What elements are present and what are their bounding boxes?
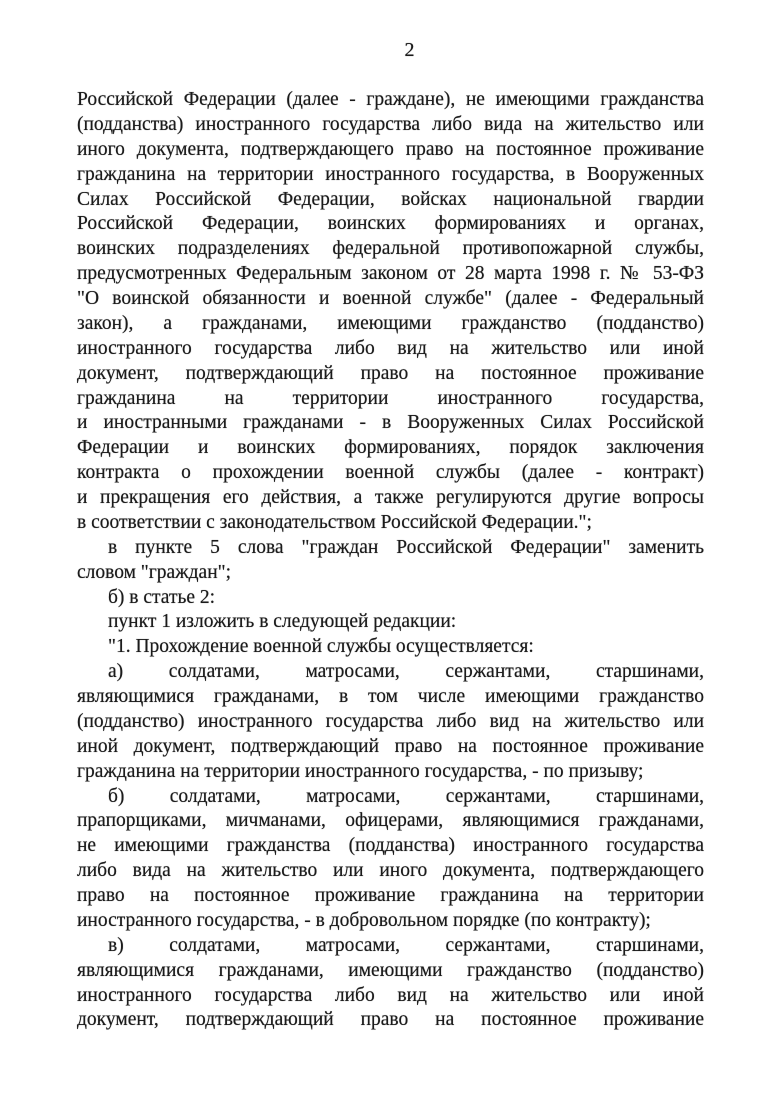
text-line: и прекращения его действия, а также регулируются другие вопросы xyxy=(77,487,704,508)
text-line: (подданство) иностранного государства либо вид на жительство или xyxy=(77,710,704,732)
page-number: 2 xyxy=(404,39,415,61)
text-line: "1. Прохождение военной службы осуществляется: xyxy=(108,636,534,658)
text-line: и иностранными гражданами - в Вооруженных Силах Российской xyxy=(77,412,704,434)
text-line: являющимися гражданами, в том числе имеющими гражданство xyxy=(77,686,704,707)
text-line: прапорщиками, мичманами, офицерами, являющимися гражданами, xyxy=(77,810,704,832)
text-line: пункт 1 изложить в следующей редакции: xyxy=(108,611,457,633)
text-line: б) солдатами, матросами, сержантами, старшинами, xyxy=(108,785,704,807)
text-line: гражданина на территории иностранного государства, xyxy=(77,387,704,409)
text-line: иностранного государства, - в добровольном порядке (по контракту); xyxy=(77,909,651,931)
text-line: (подданства) иностранного государства либо вида на жительство или xyxy=(77,113,704,135)
text-line: "О воинской обязанности и военной службе" (далее - Федеральный xyxy=(77,288,704,309)
text-line: не имеющими гражданства (подданства) иностранного государства xyxy=(77,835,704,857)
text-line: а) солдатами, матросами, сержантами, старшинами, xyxy=(108,661,704,683)
text-line: иностранного государства либо вид на жительство или иной xyxy=(77,984,704,1006)
text-line: иностранного государства либо вид на жительство или иной xyxy=(77,337,704,359)
text-line: в соответствии с законодательством Российской Федерации."; xyxy=(77,511,592,533)
text-line: гражданина на территории иностранного государства, в Вооруженных xyxy=(77,163,704,185)
text-line: документ, подтверждающий право на постоянное проживание xyxy=(77,1009,704,1031)
text-line: в пункте 5 слова "граждан Российской Федерации" заменить xyxy=(108,536,704,558)
text-line: б) в статье 2: xyxy=(108,586,216,608)
text-line: контракта о прохождении военной службы (далее - контракт) xyxy=(77,462,704,484)
text-line: Российской Федерации (далее - граждане), не имеющими гражданства xyxy=(77,89,704,110)
text-line: иного документа, подтверждающего право на постоянное проживание xyxy=(77,138,704,160)
text-line: право на постоянное проживание гражданина на территории xyxy=(77,885,704,906)
text-line: Силах Российской Федерации, войсках национальной гвардии xyxy=(77,188,704,210)
text-line: словом "граждан"; xyxy=(77,561,232,583)
text-line: Российской Федерации, воинских формированиях и органах, xyxy=(77,213,704,235)
text-line: в) солдатами, матросами, сержантами, старшинами, xyxy=(108,934,704,956)
text-line: предусмотренных Федеральным законом от 28 марта 1998 г. № 53-ФЗ xyxy=(77,263,704,285)
text-line: воинских подразделениях федеральной противопожарной службы, xyxy=(77,238,704,260)
text-line: иной документ, подтверждающий право на постоянное проживание xyxy=(77,735,704,757)
text-line: закон), а гражданами, имеющими гражданство (подданство) xyxy=(77,312,704,334)
text-line: либо вида на жительство или иного документа, подтверждающего xyxy=(77,860,704,882)
text-line: Федерации и воинских формированиях, порядок заключения xyxy=(77,437,704,459)
text-line: являющимися гражданами, имеющими гражданство (подданство) xyxy=(77,959,704,981)
text-line: гражданина на территории иностранного государства, - по призыву; xyxy=(77,760,644,782)
text-line: документ, подтверждающий право на постоянное проживание xyxy=(77,362,704,384)
document-body xyxy=(77,88,704,1033)
